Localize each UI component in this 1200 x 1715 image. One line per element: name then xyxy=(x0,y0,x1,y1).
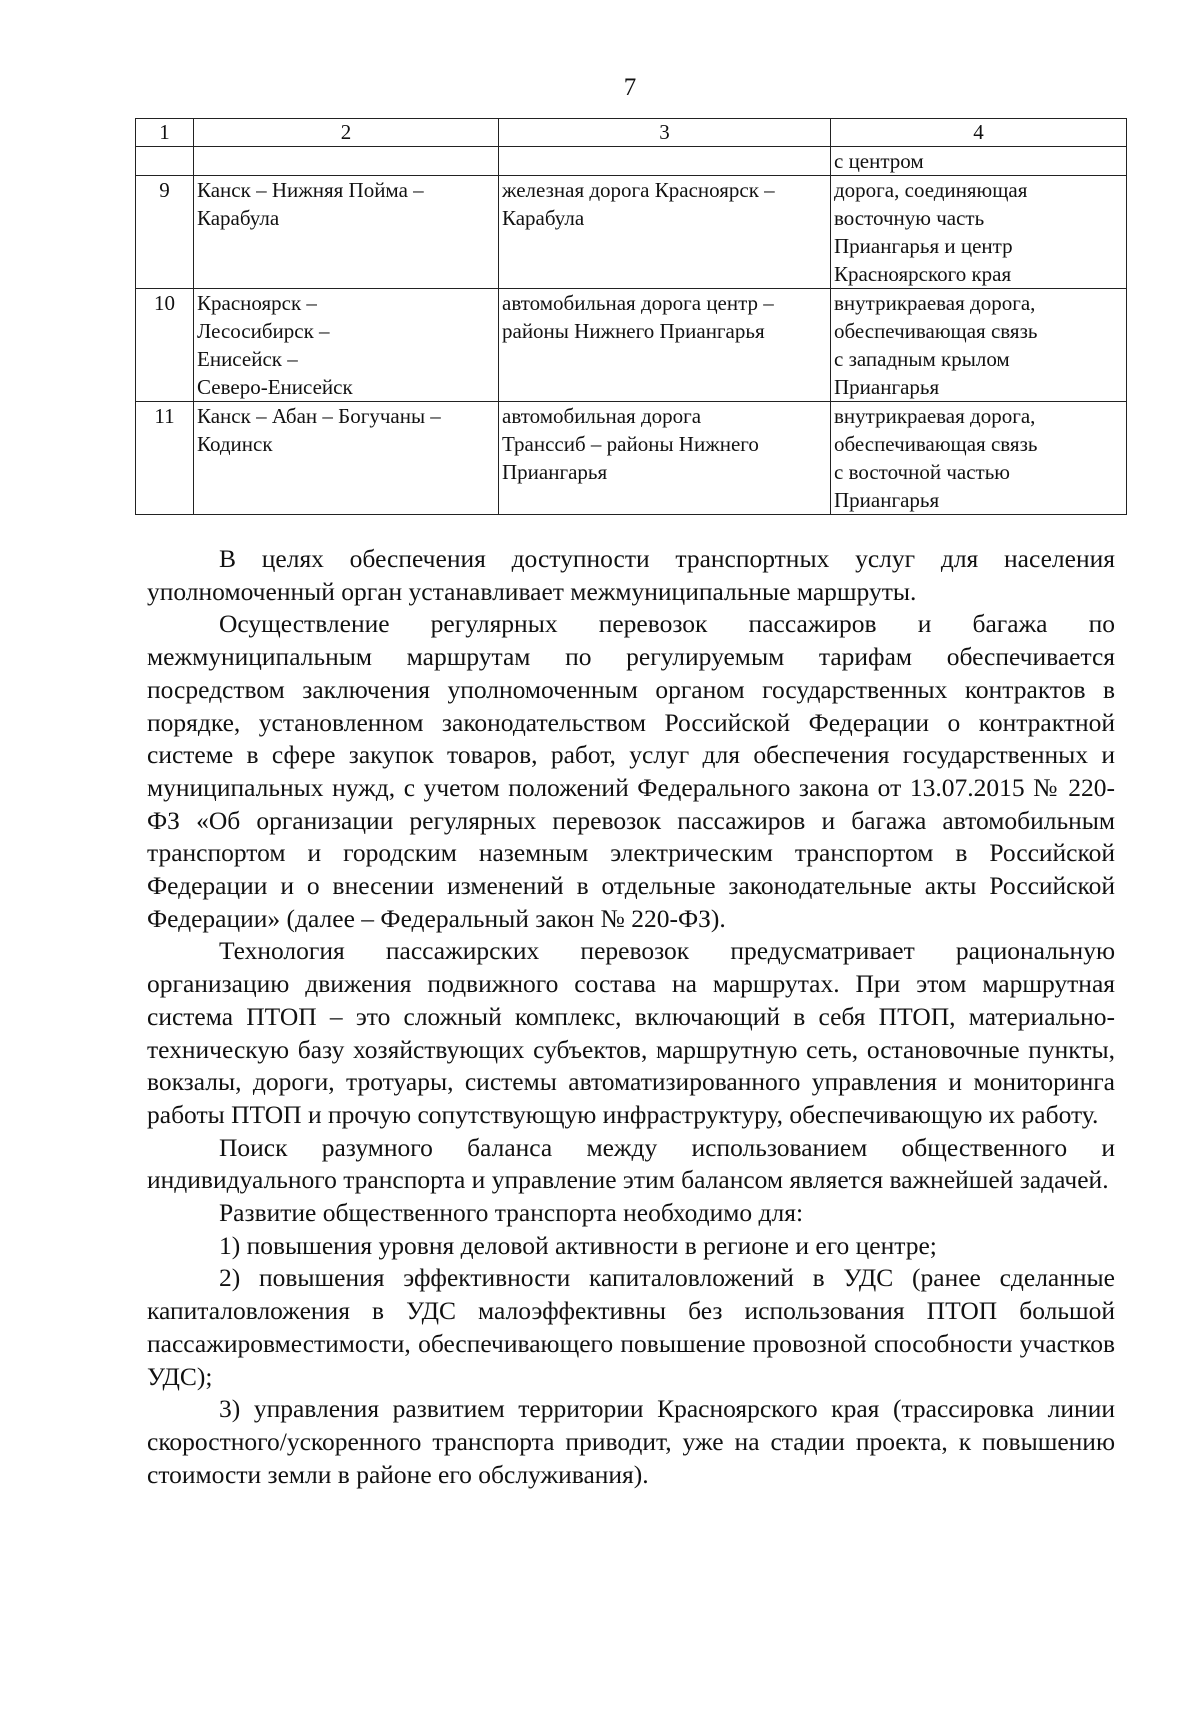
cell-line: районы Нижнего Приангарья xyxy=(502,319,765,343)
cell-line: автомобильная дорога xyxy=(502,404,702,428)
cell-line: Приангарья xyxy=(502,460,608,484)
cell-line: обеспечивающая связь xyxy=(834,319,1038,343)
table-header-row xyxy=(136,119,1127,147)
table-row xyxy=(136,147,1127,176)
row-number xyxy=(136,147,194,176)
table-header-cell: 3 xyxy=(499,119,831,147)
paragraph: Развитие общественного транспорта необходимо для: xyxy=(219,1198,804,1228)
routes-table xyxy=(135,118,1127,515)
cell-line: Енисейск – xyxy=(197,347,298,371)
description-cell xyxy=(831,289,1127,402)
road-cell xyxy=(499,402,831,515)
cell-line: Кодинск xyxy=(197,432,273,456)
cell-line: Красноярск – xyxy=(197,291,317,315)
cell-line: автомобильная дорога центр – xyxy=(502,291,774,315)
road-cell xyxy=(499,289,831,402)
cell-line: Карабула xyxy=(197,206,280,230)
table-header-cell: 1 xyxy=(136,119,194,147)
row-number: 10 xyxy=(136,289,194,402)
cell-line: Приангарья xyxy=(834,375,940,399)
page-number: 7 xyxy=(623,74,637,101)
route-cell xyxy=(194,147,499,176)
paragraph: Осуществление регулярных перевозок пассажиров и багажа по межмуниципальным маршрутам по регулируемым тарифам обеспечивается посредством заключения уполномоченным органом государственных контрактов в порядке, установленном законодательством Российской Федерации о контрактной системе в сфере закупок товаров, работ, услуг для обеспечения государственных и муниципальных нужд, с учетом положений Федерального закона от 13.07.2015 № 220-ФЗ «Об организации регулярных перевозок пассажиров и багажа автомобильным транспортом и городским наземным электрическим транспортом в Российской Федерации и о внесении изменений в отдельные законодательные акты Российской Федерации» (далее – Федеральный закон № 220-ФЗ). xyxy=(147,609,1115,933)
cell-line: с центром xyxy=(834,149,924,173)
list-item: 2) повышения эффективности капиталовложений в УДС (ранее сделанные капиталовложения в УДС малоэффективны без использования ПТОП большой пассажировместимости, обеспечивающего повышение провозной способности участков УДС); xyxy=(147,1263,1115,1391)
cell-line: с восточной частью xyxy=(834,460,1010,484)
row-number: 9 xyxy=(136,176,194,289)
cell-line: Канск – Абан – Богучаны – xyxy=(197,404,441,428)
description-cell xyxy=(831,147,1127,176)
table-row xyxy=(136,402,1127,515)
row-number: 11 xyxy=(136,402,194,515)
paragraph: Технология пассажирских перевозок предусматривает рациональную организацию движения подвижного состава на маршрутах. При этом маршрутная система ПТОП – это сложный комплекс, включающий в себя ПТОП, материально-техническую базу хозяйствующих субъектов, маршрутную сеть, остановочные пункты, вокзалы, дороги, тротуары, системы автоматизированного управления и мониторинга работы ПТОП и прочую сопутствующую инфраструктуру, обеспечивающую их работу. xyxy=(147,936,1115,1129)
paragraph: В целях обеспечения доступности транспортных услуг для населения уполномоченный орган устанавливает межмуниципальные маршруты. xyxy=(147,544,1115,606)
cell-line: Транссиб – районы Нижнего xyxy=(502,432,759,456)
cell-line: восточную часть xyxy=(834,206,985,230)
table-header-cell: 4 xyxy=(831,119,1127,147)
description-cell xyxy=(831,176,1127,289)
cell-line: с западным крылом xyxy=(834,347,1010,371)
cell-line: железная дорога Красноярск – xyxy=(502,178,775,202)
cell-line: внутрикраевая дорога, xyxy=(834,404,1036,428)
road-cell xyxy=(499,147,831,176)
cell-line: Лесосибирск – xyxy=(197,319,330,343)
route-cell xyxy=(194,176,499,289)
cell-line: Карабула xyxy=(502,206,585,230)
list-item: 1) повышения уровня деловой активности в регионе и его центре; xyxy=(219,1230,937,1260)
list-item: 3) управления развитием территории Красноярского края (трассировка линии скоростного/ускоренного транспорта приводит, уже на стадии проекта, к повышению стоимости земли в районе его обслуживания). xyxy=(147,1394,1115,1489)
cell-line: Северо-Енисейск xyxy=(197,375,353,399)
description-cell xyxy=(831,402,1127,515)
body-text xyxy=(147,543,1115,1491)
route-cell xyxy=(194,402,499,515)
cell-line: внутрикраевая дорога, xyxy=(834,291,1036,315)
cell-line: Приангарья и центр xyxy=(834,234,1013,258)
table-header-cell: 2 xyxy=(194,119,499,147)
cell-line: обеспечивающая связь xyxy=(834,432,1038,456)
cell-line: Приангарья xyxy=(834,488,940,512)
cell-line: Канск – Нижняя Пойма – xyxy=(197,178,424,202)
cell-line: дорога, соединяющая xyxy=(834,178,1028,202)
table-row xyxy=(136,176,1127,289)
table-row xyxy=(136,289,1127,402)
paragraph: Поиск разумного баланса между использованием общественного и индивидуального транспорта и управление этим балансом является важнейшей задачей. xyxy=(147,1132,1115,1195)
route-cell xyxy=(194,289,499,402)
road-cell xyxy=(499,176,831,289)
cell-line: Красноярского края xyxy=(834,262,1012,286)
